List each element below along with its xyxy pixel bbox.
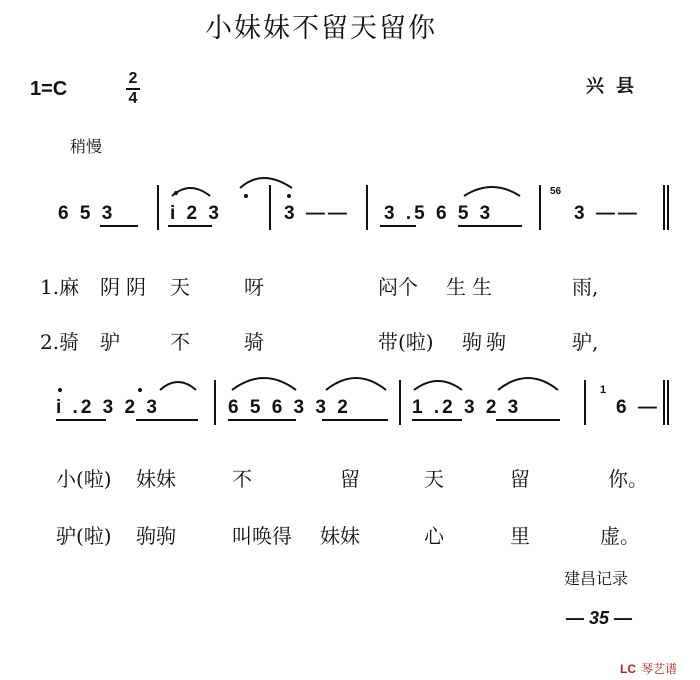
lyric-word: 妹妹 (136, 467, 176, 491)
lyric-word: 小(啦) (56, 467, 112, 491)
slur (326, 378, 386, 390)
lyric-word: 天 (170, 275, 190, 299)
lyric-word: 驹驹 (462, 330, 510, 354)
score-line2-bar4: 6 — (616, 397, 660, 418)
score-line1-bar3: 3 —— (284, 203, 350, 224)
octave-dot (138, 388, 142, 392)
transcriber-credit: 建昌记录 (564, 569, 629, 588)
time-signature-top: 2 (128, 70, 138, 87)
score-line1-bar2: i 2 3 (170, 203, 222, 224)
page-number: — 35 — (566, 608, 633, 628)
slur (414, 381, 462, 390)
tempo-marking: 稍慢 (70, 137, 103, 156)
key-signature: 1=C (30, 78, 68, 100)
grace-note-2: 1 (600, 384, 607, 396)
slur (240, 178, 292, 188)
lyric-word: 闷个 (378, 275, 418, 299)
lyric-word: 驴, (572, 330, 599, 354)
lyric-word: 留 (340, 467, 360, 491)
lyric-word: 叫唤得 (232, 524, 292, 548)
lyric-word: 你。 (608, 467, 648, 491)
lyric-word: 心 (424, 524, 444, 548)
octave-dot (174, 191, 178, 195)
score-line1-bar1: 6 5 3 (58, 203, 116, 224)
lyric-word: 妹妹 (320, 524, 360, 548)
octave-dot (244, 194, 248, 198)
octave-dot (58, 388, 62, 392)
lyric-word: 留 (510, 467, 530, 491)
song-title: 小妹妹不留天留你 (205, 13, 437, 44)
slur (498, 378, 558, 390)
lyric-word: 不 (232, 467, 252, 491)
lyric-word: 不 (170, 330, 190, 354)
slur (160, 382, 196, 390)
lyric-word: 天 (424, 467, 444, 491)
slur (464, 187, 520, 196)
score-line2-bar3: 1 .2 3 2 3 (412, 397, 522, 418)
lyric-word: 呀 (244, 275, 264, 299)
watermark-logo: LC 琴艺谱 (620, 662, 678, 676)
score-line2-bar2: 6 5 6 3 3 2 (228, 397, 351, 418)
score-line1-bar4: 3 .5 6 5 3 (384, 203, 494, 224)
song-origin: 兴县 (586, 76, 646, 97)
score-line2-bar1: i .2 3 2 3 (56, 397, 160, 418)
watermark-text: 琴艺谱 (641, 662, 678, 676)
lyric-word: 1.麻 (40, 275, 80, 299)
lyric-word: 雨, (572, 275, 599, 299)
time-signature-bottom: 4 (128, 90, 138, 107)
grace-note-1: 56 (550, 186, 562, 197)
lyric-word: 带(啦) (378, 330, 434, 354)
lyric-word: 2.骑 (40, 330, 80, 354)
lyric-word: 骑 (244, 330, 264, 354)
lyric-word: 驹驹 (136, 524, 176, 548)
lyric-word: 虚。 (600, 524, 640, 548)
lyric-word: 驴(啦) (56, 524, 112, 548)
octave-dot (287, 194, 291, 198)
slur (232, 378, 296, 390)
lyric-word: 驴 (100, 330, 120, 354)
lyric-word: 阴阴 (100, 275, 152, 299)
lyric-word: 生生 (446, 275, 498, 299)
lyric-word: 里 (510, 524, 530, 548)
score-line1-bar5: 3 —— (574, 203, 640, 224)
